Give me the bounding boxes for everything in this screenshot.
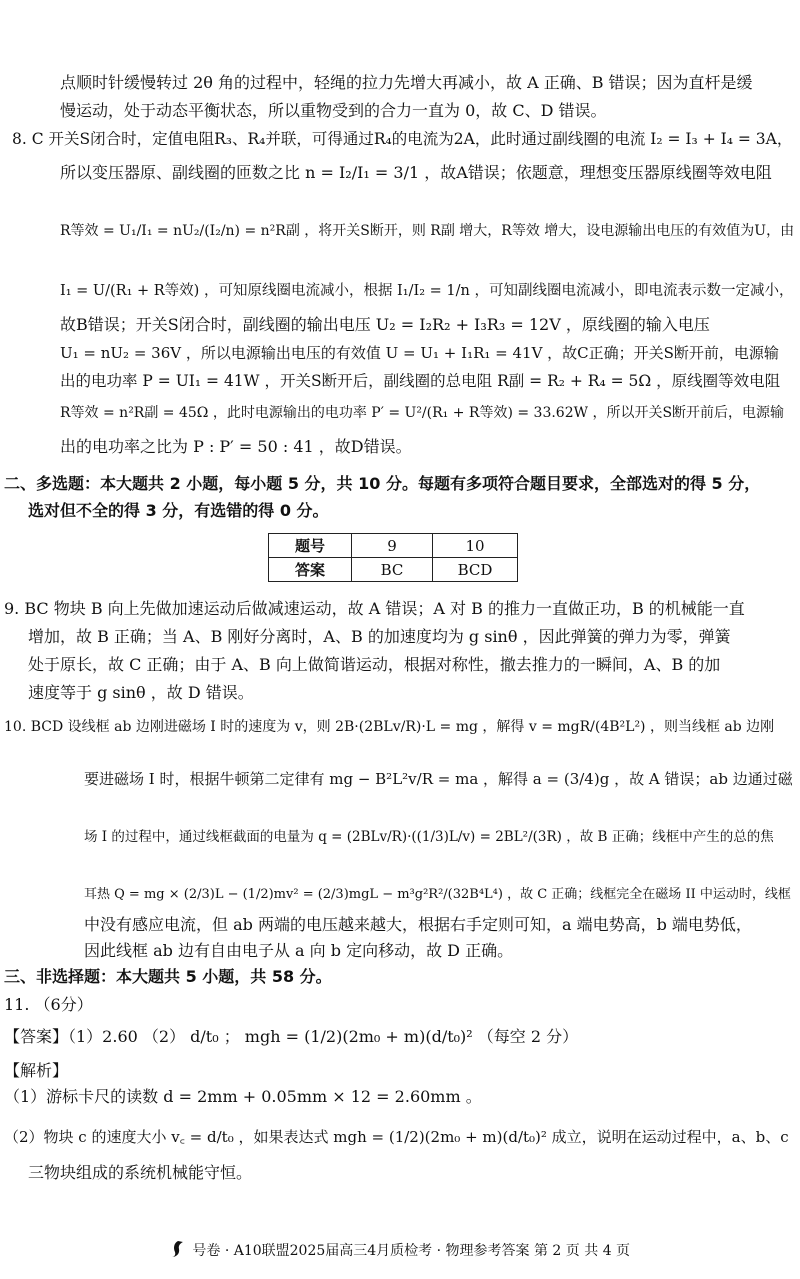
- answer-cell-9: BC: [352, 558, 433, 582]
- text-line: 8. C 开关S闭合时，定值电阻R₃、R₄并联，可得通过R₄的电流为2A，此时通过副线圈的电流 I₂ = I₃ + I₄ = 3A，: [12, 130, 793, 148]
- text-line: 要进磁场 I 时，根据牛顿第二定律有 mg − B²L²v/R = ma ，解得 a = (3/4)g ，故 A 错误；ab 边通过磁: [84, 770, 793, 788]
- text-line: R等效 = n²R副 = 45Ω ，此时电源输出的电功率 P′ = U²/(R₁ + R等效) = 33.62W ，所以开关S断开前后，电源输: [60, 405, 785, 421]
- text-line: 出的电功率 P = UI₁ = 41W ，开关S断开后，副线圈的总电阻 R副 = R₂ + R₄ = 5Ω ，原线圈等效电阻: [60, 372, 781, 390]
- answer-label-cell: 答案: [269, 558, 352, 582]
- text-line: （2）物块 c 的速度大小 v꜀ = d/t₀ ，如果表达式 mgh = (1/2)(2m₀ + m)(d/t₀)² 成立，说明在运动过程中，a、b、c: [4, 1128, 789, 1146]
- text-line: 11. （6分）: [4, 995, 93, 1014]
- brand-logo-icon: [170, 1240, 184, 1258]
- text-line: 选对但不全的得 3 分，有选错的得 0 分。: [28, 501, 329, 520]
- text-line: 场 I 的过程中，通过线框截面的电量为 q = (2BLv/R)·((1/3)L/v) = 2BL²/(3R) ，故 B 正确；线框中产生的总的焦: [84, 829, 774, 845]
- text-line: 9. BC 物块 B 向上先做加速运动后做减速运动，故 A 错误；A 对 B 的推力一直做正功，B 的机械能一直: [4, 599, 745, 618]
- text-line: U₁ = nU₂ = 36V ，所以电源输出电压的有效值 U = U₁ + I₁R₁ = 41V ，故C正确；开关S断开前，电源输: [60, 344, 779, 362]
- text-line: 三、非选择题：本大题共 5 小题，共 58 分。: [4, 967, 332, 986]
- text-line: 点顺时针缓慢转过 2θ 角的过程中，轻绳的拉力先增大再减小，故 A 正确、B 错误；因为直杆是缓: [60, 73, 753, 92]
- text-line: 出的电功率之比为 P : P′ = 50 : 41 ，故D错误。: [60, 437, 412, 456]
- answer-cell-10: BCD: [433, 558, 518, 582]
- answer-table: [268, 533, 518, 582]
- header-cell-10: 10: [433, 534, 518, 558]
- text-line: 三物块组成的系统机械能守恒。: [28, 1163, 253, 1182]
- text-line: 二、多选题：本大题共 2 小题，每小题 5 分，共 10 分。每题有多项符合题目要求，全部选对的得 5 分，: [4, 474, 761, 493]
- text-line: 所以变压器原、副线圈的匝数之比 n = I₂/I₁ = 3/1 ，故A错误；依题意，理想变压器原线圈等效电阻: [60, 163, 772, 182]
- header-cell-number: 题号: [269, 534, 352, 558]
- text-line: 因此线框 ab 边有自由电子从 a 向 b 定向移动，故 D 正确。: [84, 941, 514, 960]
- header-cell-9: 9: [352, 534, 433, 558]
- text-line: I₁ = U/(R₁ + R等效) ，可知原线圈电流减小，根据 I₁/I₂ = 1/n ，可知副线圈电流减小，即电流表示数一定减小，: [60, 283, 794, 299]
- text-line: （1）游标卡尺的读数 d = 2mm + 0.05mm × 12 = 2.60mm 。: [4, 1087, 482, 1106]
- text-line: 【解析】: [4, 1061, 69, 1080]
- text-line: 【答案】（1）2.60 （2） d/t₀ ； mgh = (1/2)(2m₀ + m)(d/t₀)² （每空 2 分）: [4, 1027, 579, 1046]
- text-line: 10. BCD 设线框 ab 边刚进磁场 I 时的速度为 v，则 2B·(2BLv/R)·L = mg ，解得 v = mgR/(4B²L²) ，则当线框 ab 边刚: [4, 719, 775, 735]
- answer-table-row: [269, 558, 518, 582]
- text-line: 慢运动，处于动态平衡状态，所以重物受到的合力一直为 0，故 C、D 错误。: [60, 101, 607, 120]
- text-line: 速度等于 g sinθ ，故 D 错误。: [28, 683, 254, 702]
- footer-text: 号卷 · A10联盟2025届高三4月质检考 · 物理参考答案 第 2 页 共 4 页: [192, 1243, 631, 1259]
- text-line: 故B错误；开关S闭合时，副线圈的输出电压 U₂ = I₂R₂ + I₃R₃ = 12V ，原线圈的输入电压: [60, 315, 710, 334]
- text-line: 中没有感应电流，但 ab 两端的电压越来越大，根据右手定则可知，a 端电势高，b 端电势低，: [84, 915, 752, 934]
- text-line: 耳热 Q = mg × (2/3)L − (1/2)mv² = (2/3)mgL − m³g²R²/(32B⁴L⁴) ，故 C 正确；线框完全在磁场 II 中运动时，线框: [84, 887, 791, 902]
- answer-table-header-row: [269, 534, 518, 558]
- text-line: R等效 = U₁/I₁ = nU₂/(I₂/n) = n²R副 ，将开关S断开，则 R副 增大，R等效 增大，设电源输出电压的有效值为U，由: [60, 223, 795, 239]
- text-line: 增加，故 B 正确；当 A、B 刚好分离时，A、B 的加速度均为 g sinθ ，因此弹簧的弹力为零，弹簧: [28, 627, 731, 646]
- text-line: 处于原长，故 C 正确；由于 A、B 向上做简谐运动，根据对称性，撤去推力的一瞬间，A、B 的加: [28, 655, 721, 674]
- page-footer: [0, 1240, 800, 1260]
